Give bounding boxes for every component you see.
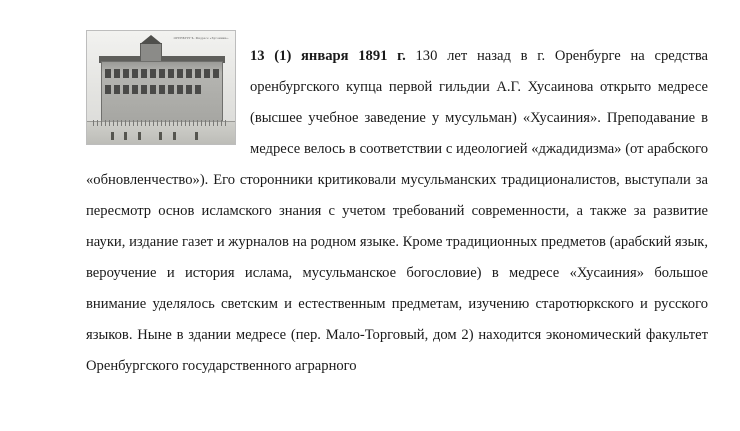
- medrese-building-photo: [86, 30, 236, 145]
- street-figures: [107, 129, 207, 140]
- article-body-text: 130 лет назад в г. Оренбурге на средства оренбургского купца первой гильдии А.Г. Хусаинова открыто медресе (высшее учебное заведение у мусульман) «Хусаиния». Преподавание в медресе велось в соответствии с идеологией «джадидизма» (от арабского «обновленчество»). Его сторонники критиковали мусульманских традиционалистов, выступали за пересмотр основ исламского знания с учетом требований современности, а также за развитие науки, издание газет и журналов на родном языке. Кроме традиционных предметов (арабский язык, вероучение и история ислама, мусульманское богословие) в медресе «Хусаиния» большое внимание уделялось светским и естественным предметам, изучению старотюркского и русского языков. Ныне в здании медресе (пер. Мало-Торговый, дом 2) находится экономический факультет Оренбургского государственного аграрного: [86, 47, 708, 374]
- article-date-lead: 13 (1) января 1891 г.: [250, 47, 406, 64]
- street-fence: [93, 120, 229, 126]
- photo-inscription: ОРЕНБУРГЪ. Медресе «Хусаиния».: [173, 36, 229, 40]
- building-tower: [140, 43, 162, 63]
- building-windows: [105, 69, 219, 99]
